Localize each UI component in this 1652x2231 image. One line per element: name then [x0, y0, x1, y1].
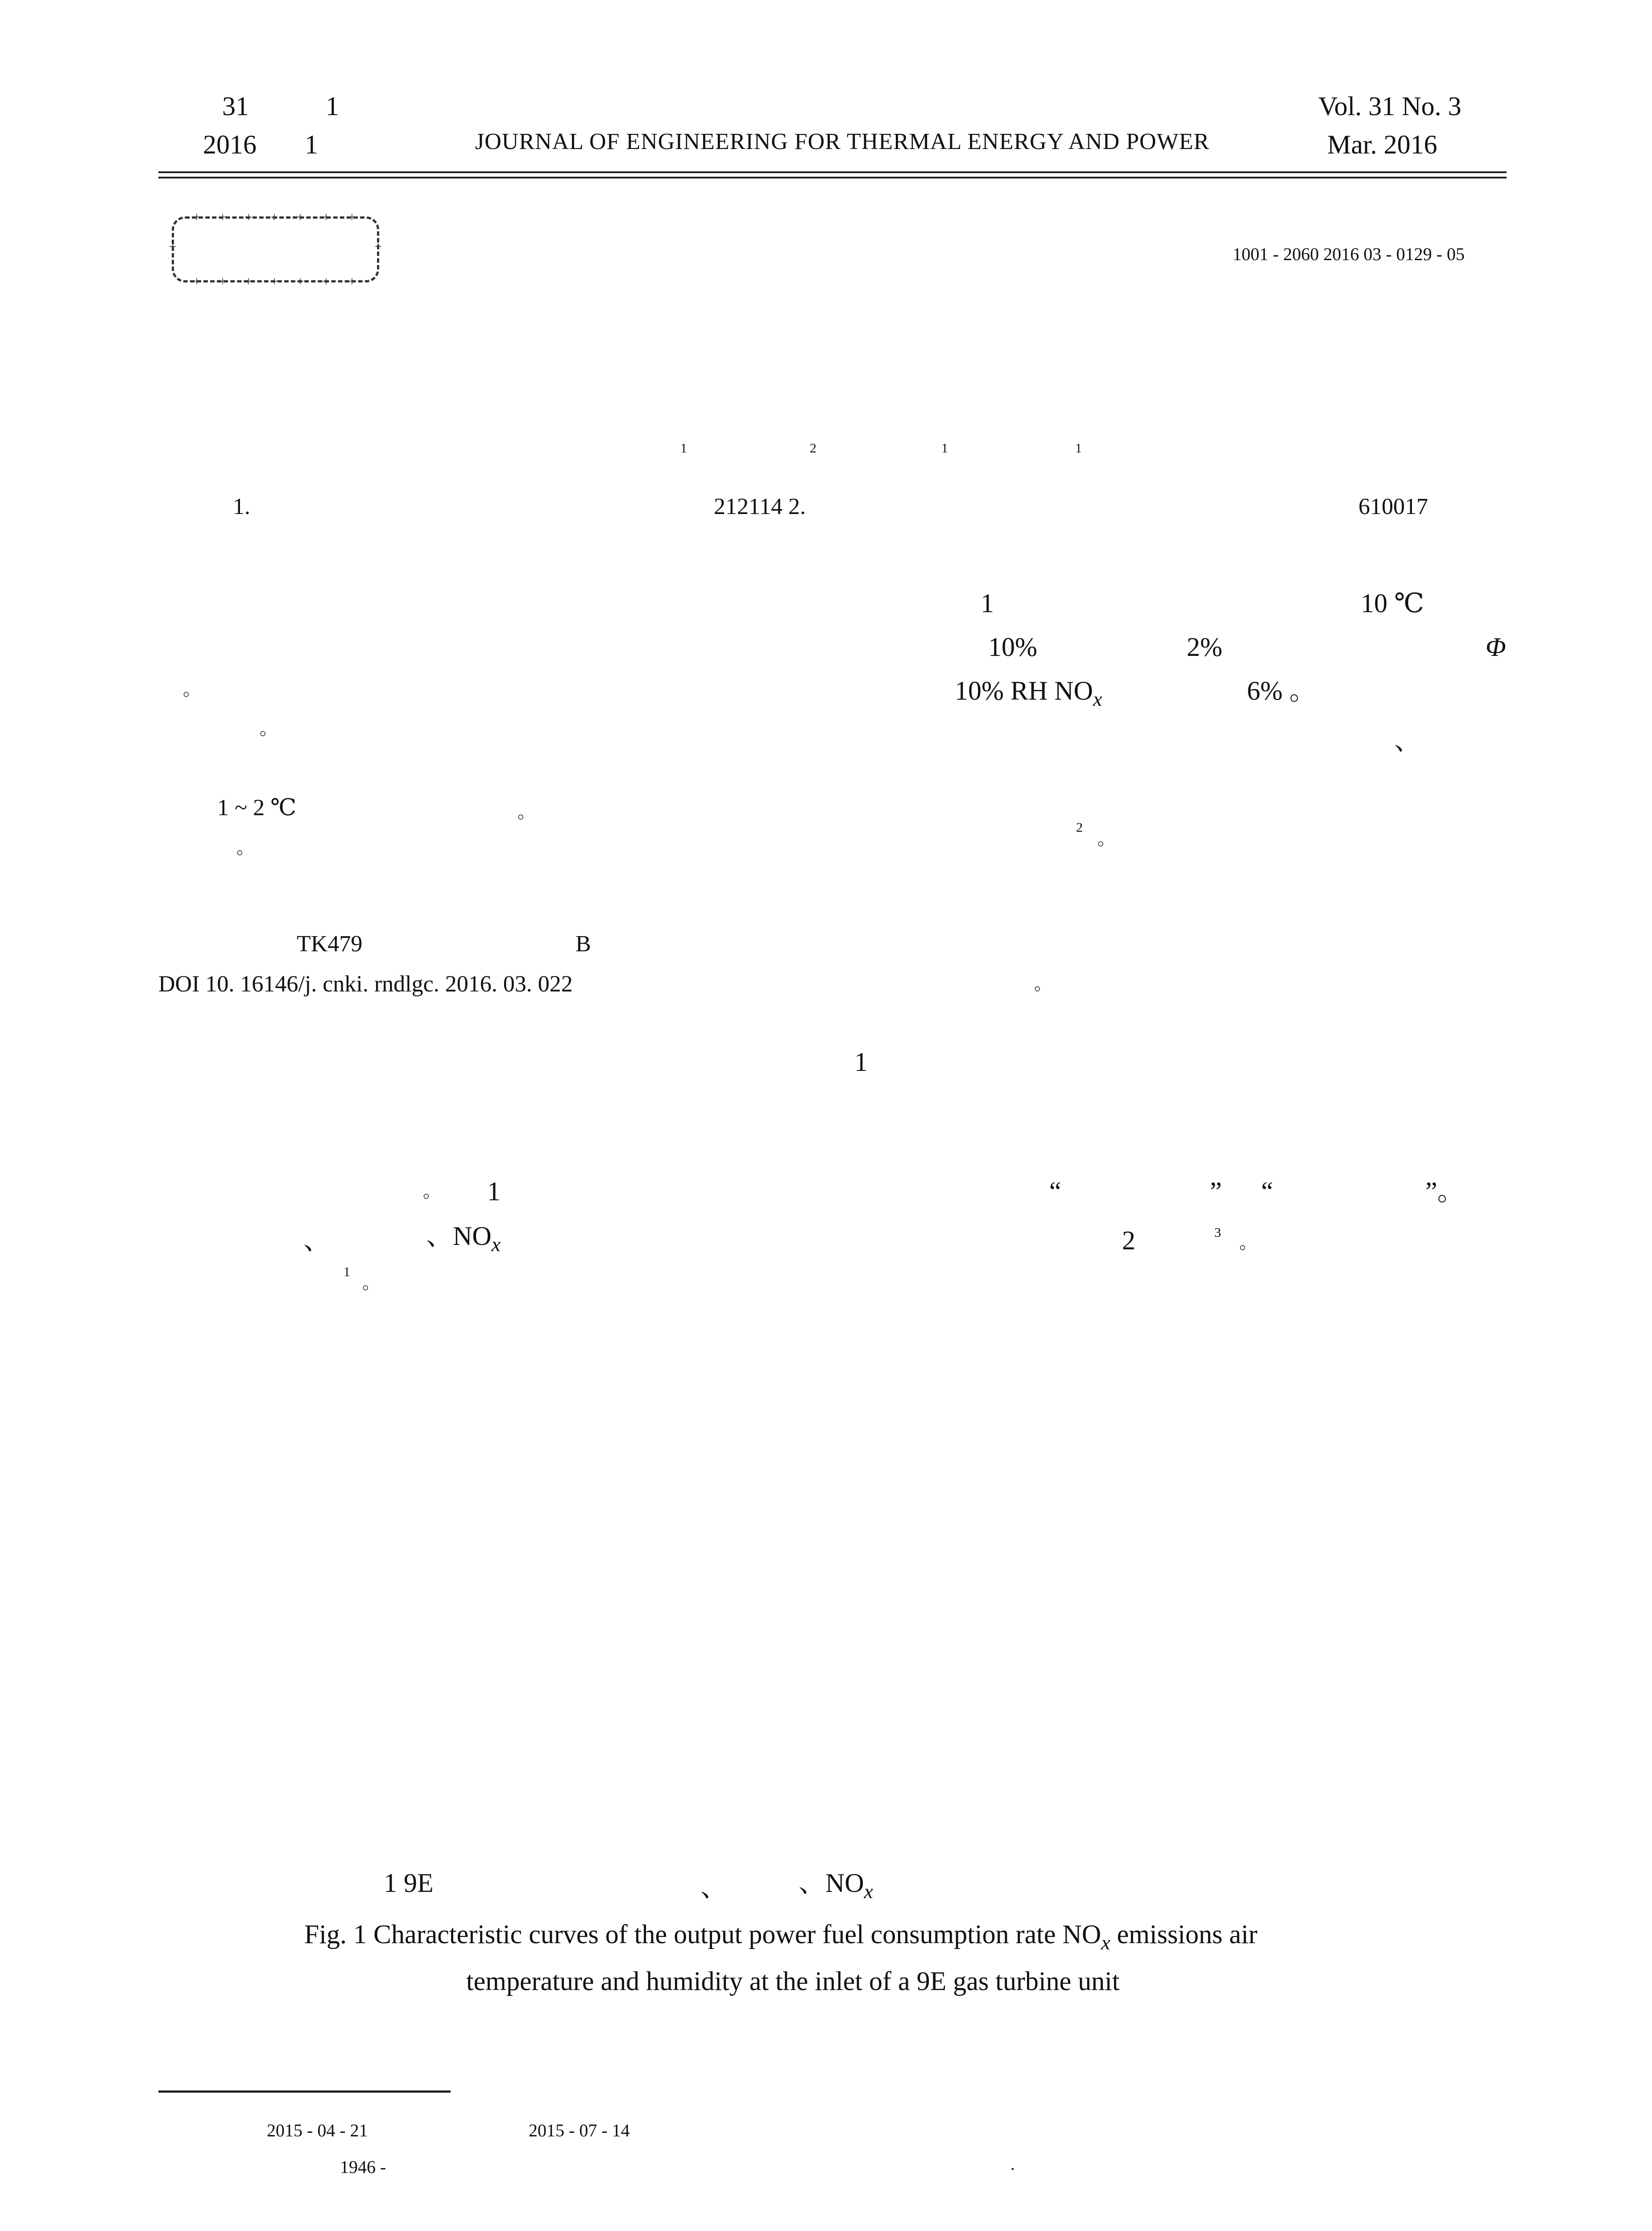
- header-issue-cn: 1: [326, 91, 339, 121]
- figure-caption-en-line-1: [304, 1921, 1258, 1953]
- abstract-left-mark-4: 。: [236, 838, 254, 858]
- body-left-mark-2: 。: [362, 1273, 380, 1293]
- figure-caption-en-line-2: temperature and humidity at the inlet of a 9E gas turbine unit: [466, 1966, 1120, 1996]
- footnote-dot: .: [1010, 2154, 1015, 2174]
- body-right-quote-close-1: ”: [1210, 1177, 1222, 1206]
- figure-caption-cn-number: 1 9E: [384, 1868, 434, 1898]
- affiliation-postcode-1: 212114 2.: [714, 494, 806, 519]
- abstract-temp-range: 1 ~ 2 ℃: [217, 795, 297, 821]
- figure-caption-en-1c: emissions air: [1110, 1920, 1258, 1949]
- author-4-affiliation-mark: 1: [1075, 441, 1082, 456]
- author-1-affiliation-mark: 1: [680, 441, 687, 456]
- footnote-received-date: 2015 - 04 - 21: [267, 2120, 368, 2140]
- body-right-mark: 。: [1239, 1232, 1257, 1252]
- footnote-rule: [158, 2090, 451, 2093]
- body-right-quote-open-1: “: [1049, 1177, 1061, 1206]
- abstract-right-phi: Φ: [1486, 632, 1506, 662]
- abstract-rh-text: 10% RH NO: [955, 676, 1093, 705]
- abstract-right-one: 1: [981, 589, 994, 618]
- abstract-right-ref-2: 2: [1076, 820, 1083, 835]
- abstract-right-temp: 10 ℃: [1361, 589, 1424, 618]
- abstract-left-mark-2: 。: [260, 718, 277, 738]
- stamp-tick: +: [270, 274, 278, 289]
- stamp-tick: +: [322, 210, 330, 224]
- article-number: 1001 - 2060 2016 03 - 0129 - 05: [1233, 244, 1465, 264]
- classification-mark: 。: [1034, 974, 1052, 994]
- body-left-nox-subscript: x: [491, 1233, 501, 1256]
- stamp-tick: +: [296, 210, 304, 224]
- stamp-tick: +: [193, 274, 201, 289]
- clc-number: TK479: [297, 931, 363, 957]
- figure-caption-en-1a: Fig. 1 Characteristic curves of the output power fuel consumption rate NO: [304, 1920, 1101, 1949]
- document-code: B: [576, 931, 591, 957]
- stamp-tick: +: [193, 210, 201, 224]
- body-right-two: 2: [1122, 1226, 1135, 1255]
- figure-caption-cn-nox: [799, 1870, 873, 1902]
- body-left-figure-ref: 1: [487, 1177, 501, 1206]
- abstract-right-rh-nox: [955, 677, 1102, 709]
- stamp-tick: +: [219, 210, 227, 224]
- section-number: 1: [854, 1047, 868, 1077]
- abstract-rh-subscript: x: [1093, 688, 1102, 710]
- stamp-tick: +: [348, 210, 356, 224]
- abstract-right-percent-2: 2%: [1187, 632, 1222, 662]
- stamp-tick: +: [219, 274, 227, 289]
- article-type-stamp: + + + + + + + + + + + + + + + +: [169, 210, 382, 289]
- figure-1-area: [158, 1343, 1507, 1856]
- stamp-tick: +: [270, 210, 278, 224]
- author-3-affiliation-mark: 1: [941, 441, 948, 456]
- stamp-tick: +: [322, 274, 330, 289]
- header-rule-bottom: [158, 177, 1507, 178]
- doi: DOI 10. 16146/j. cnki. rndlgc. 2016. 03. 022: [158, 971, 573, 997]
- affiliation-number-1: 1.: [233, 494, 250, 519]
- abstract-right-percent-1: 10%: [988, 632, 1037, 662]
- stamp-tick: +: [296, 274, 304, 289]
- stamp-tick: +: [348, 274, 356, 289]
- header-rule-top: [158, 171, 1507, 173]
- header-volume-en: Vol. 31 No. 3: [1318, 91, 1462, 121]
- abstract-left-mark-1: 。: [183, 679, 201, 699]
- figure-caption-en-subscript: x: [1101, 1931, 1110, 1954]
- abstract-right-dun: 、: [1394, 726, 1421, 755]
- abstract-right-percent-3: 6% 。: [1247, 676, 1316, 705]
- stamp-tick: +: [244, 274, 253, 289]
- author-2-affiliation-mark: 2: [810, 441, 816, 456]
- body-right-ref-3: 3: [1214, 1225, 1221, 1240]
- body-left-nox: [426, 1223, 501, 1255]
- figure-caption-cn-dun: 、: [700, 1873, 727, 1902]
- header-month-cn: 1: [305, 130, 318, 159]
- body-left-ref-1: 1: [344, 1265, 350, 1279]
- body-left-nox-text: 、NO: [426, 1221, 492, 1251]
- header-year-cn: 2016: [203, 130, 257, 159]
- stamp-tick: +: [244, 210, 253, 224]
- journal-title: JOURNAL OF ENGINEERING FOR THERMAL ENERGY AND POWER: [475, 129, 1210, 154]
- body-right-quote-open-2: “: [1261, 1177, 1273, 1206]
- footnote-author-born: 1946 -: [340, 2157, 386, 2177]
- affiliation-postcode-2: 610017: [1358, 494, 1428, 519]
- body-left-dun: 、: [303, 1226, 330, 1255]
- footnote-revised-date: 2015 - 07 - 14: [529, 2120, 630, 2140]
- body-left-mark-1: 。: [423, 1181, 441, 1201]
- header-volume-cn: 31: [222, 91, 249, 121]
- abstract-left-mark-3: 。: [518, 802, 535, 822]
- figure-caption-cn-nox-subscript: x: [864, 1880, 874, 1903]
- abstract-right-mark: 。: [1097, 829, 1115, 849]
- figure-caption-cn-nox-text: 、NO: [799, 1868, 864, 1898]
- body-right-quote-close-2: ”。: [1425, 1177, 1464, 1206]
- header-date-en: Mar. 2016: [1327, 130, 1437, 159]
